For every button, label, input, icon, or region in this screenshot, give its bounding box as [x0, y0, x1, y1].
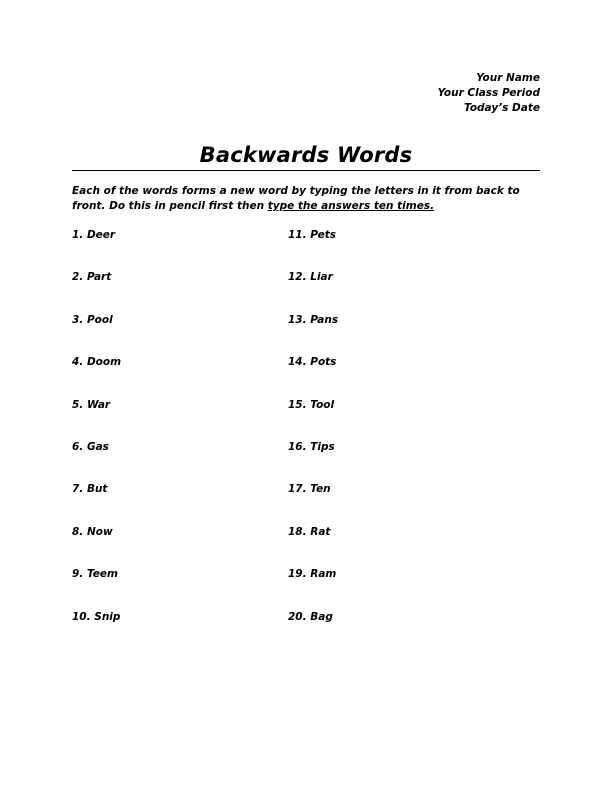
- list-item: 17. Ten: [288, 483, 331, 496]
- list-item: 12. Liar: [288, 271, 333, 284]
- list-item: 16. Tips: [288, 440, 335, 453]
- list-item: 5. War: [72, 398, 111, 411]
- instructions-text: Each of the words forms a new word by typing the letters in it from back to front. Do this in pencil first then: [72, 185, 520, 212]
- instructions: [72, 184, 542, 214]
- list-item: 6. Gas: [72, 440, 109, 453]
- student-info-header: [438, 71, 540, 116]
- list-item: 10. Snip: [72, 610, 121, 623]
- list-item: 20. Bag: [288, 610, 333, 623]
- page-title: Backwards Words: [199, 143, 413, 167]
- list-item: 2. Part: [72, 271, 112, 284]
- list-item: 1. Deer: [72, 229, 116, 241]
- list-item: 9. Teem: [72, 568, 118, 581]
- title-divider: [72, 170, 540, 171]
- list-item: 15. Tool: [288, 398, 335, 411]
- list-item: 11. Pets: [288, 229, 337, 241]
- instructions-underlined-text: type the answers ten times.: [267, 200, 435, 212]
- list-item: 18. Rat: [288, 525, 331, 538]
- word-list-left: [72, 228, 272, 652]
- list-item: 3. Pool: [72, 313, 113, 326]
- list-item: 8. Now: [72, 525, 113, 538]
- list-item: 4. Doom: [72, 356, 122, 369]
- list-item: 19. Ram: [288, 568, 337, 581]
- list-item: 13. Pans: [288, 313, 339, 326]
- list-item: 7. But: [72, 483, 108, 496]
- class-period-line: Your Class Period: [437, 87, 540, 99]
- date-line: Today’s Date: [464, 102, 540, 114]
- list-item: 14. Pots: [288, 356, 337, 369]
- word-list-right: [288, 228, 488, 652]
- name-line: Your Name: [476, 72, 540, 84]
